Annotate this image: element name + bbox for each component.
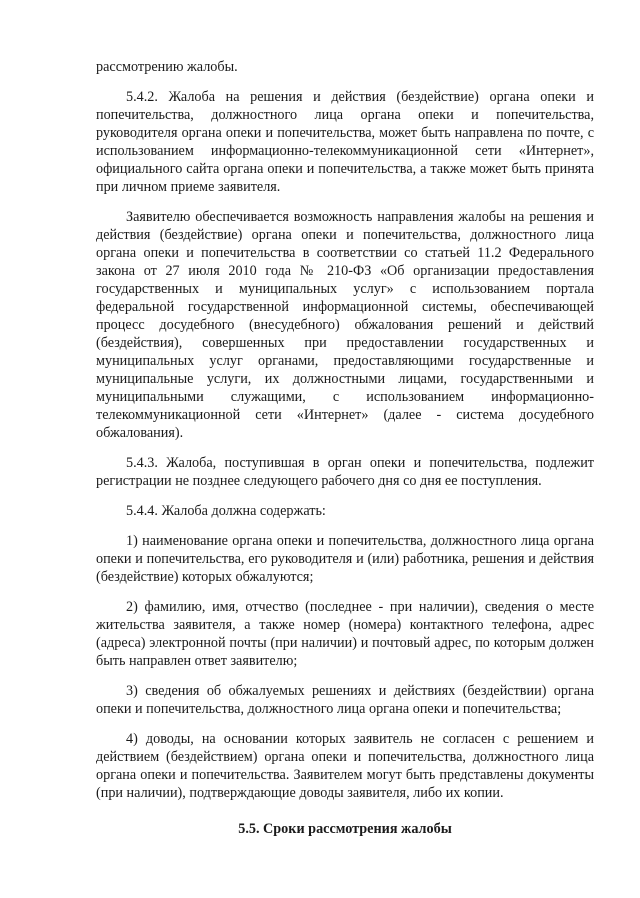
- list-item-1: 1) наименование органа опеки и попечительства, должностного лица органа опеки и попечительства, его руководителя и (или) работника, решения и действия (бездействие) которых обжалуются;: [96, 533, 594, 585]
- list-item-4: 4) доводы, на основании которых заявитель не согласен с решением и действием (бездействием) органа опеки и попечительства, должностного лица органа опеки и попечительства. Заявителем могут быть представлены документы (при наличии), подтверждающие доводы заявителя, либо их копии.: [96, 731, 594, 801]
- paragraph-applicant-rights: Заявителю обеспечивается возможность направления жалобы на решения и действия (бездействие) органа опеки и попечительства, должностного лица органа опеки и попечительства в соответствии со статьей 11.2 Федерального закона от 27 июля 2010 года № 210-ФЗ «Об организации предоставления государственных и муниципальных услуг» с использованием портала федеральной государственной информационной системы, обеспечивающей процесс досудебного (внесудебного) обжалования решений и действий (бездействия), совершенных при предоставлении государственных и муниципальных услуг органами, предоставляющими государственные и муниципальные услуги, их должностными лицами, государственными и муниципальными служащими, с использованием информационно-телекоммуникационной сети «Интернет» (далее - система досудебного обжалования).: [96, 209, 594, 441]
- list-item-3: 3) сведения об обжалуемых решениях и действиях (бездействии) органа опеки и попечительства, должностного лица органа опеки и попечительства;: [96, 683, 594, 717]
- list-item-2: 2) фамилию, имя, отчество (последнее - при наличии), сведения о месте жительства заявителя, а также номер (номера) контактного телефона, адрес (адреса) электронной почты (при наличии) и почтовый адрес, по которым должен быть направлен ответ заявителю;: [96, 599, 594, 669]
- paragraph-5-4-2: 5.4.2. Жалоба на решения и действия (бездействие) органа опеки и попечительства, должностного лица органа опеки и попечительства, руководителя органа опеки и попечительства, может быть направлена по почте, с использованием информационно-телекоммуникационной сети «Интернет», официального сайта органа опеки и попечительства, а также может быть принята при личном приеме заявителя.: [96, 89, 594, 195]
- paragraph-continuation: рассмотрению жалобы.: [96, 59, 238, 75]
- section-heading: 5.5. Сроки рассмотрения жалобы: [238, 821, 452, 837]
- document-page: [96, 58, 594, 838]
- paragraph-5-4-4: 5.4.4. Жалоба должна содержать:: [126, 503, 326, 519]
- paragraph-5-4-3: 5.4.3. Жалоба, поступившая в орган опеки и попечительства, подлежит регистрации не позднее следующего рабочего дня со дня ее поступления.: [96, 455, 594, 489]
